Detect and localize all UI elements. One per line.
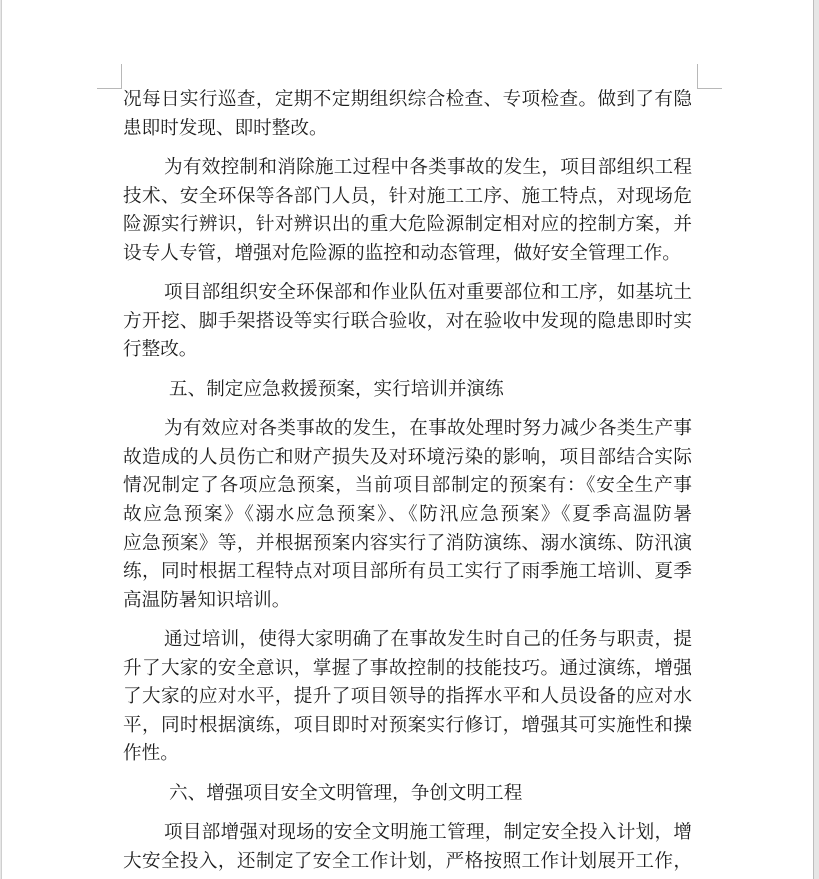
text-line: 方开挖、脚手架搭设等实行联合验收，对在验收中发现的隐患即时实 (123, 310, 692, 332)
text-line: 项目部增强对现场的安全文明施工管理，制定安全投入计划，增 (164, 822, 692, 844)
section-heading (123, 376, 692, 405)
section-heading (123, 780, 692, 809)
paragraph (123, 154, 692, 268)
text-line: 作性。 (123, 743, 179, 765)
text-line: 技术、安全环保等各部门人员，针对施工工序、施工特点，对现场危 (123, 185, 692, 207)
text-line: 故应急预案》《溺水应急预案》、《防汛应急预案》《夏季高温防暑 (123, 503, 692, 525)
text-line: 大安全投入，还制定了安全工作计划，严格按照工作计划展开工作， (123, 850, 692, 872)
text-line: 故造成的人员伤亡和财产损失及对环境污染的影响，项目部结合实际 (123, 446, 692, 468)
text-line: 设专人专管，增强对危险源的监控和动态管理，做好安全管理工作。 (123, 242, 681, 264)
text-line: 平，同时根据演练，项目即时对预案实行修订，增强其可实施性和操 (123, 714, 692, 736)
document-body[interactable] (123, 86, 692, 876)
paragraph (123, 86, 692, 143)
text-line: 情况制定了各项应急预案，当前项目部制定的预案有：《安全生产事 (123, 475, 692, 497)
paragraph (123, 415, 692, 615)
text-line: 患即时发现、即时整改。 (123, 117, 328, 139)
text-line: 了大家的应对水平，提升了项目领导的指挥水平和人员设备的应对水 (123, 686, 692, 708)
text-line: 为有效控制和消除施工过程中各类事故的发生，项目部组织工程 (164, 156, 692, 178)
text-line: 升了大家的安全意识，掌握了事故控制的技能技巧。通过演练，增强 (123, 657, 692, 679)
paragraph (123, 279, 692, 365)
text-line: 练，同时根据工程特点对项目部所有员工实行了雨季施工培训、夏季 (123, 561, 692, 583)
document-page[interactable] (1, 0, 814, 879)
text-line: 通过培训，使得大家明确了在事故发生时自己的任务与职责，提 (164, 629, 692, 651)
section-heading-text: 六、增强项目安全文明管理，争创文明工程 (169, 782, 523, 804)
text-line: 为有效应对各类事故的发生，在事故处理时努力减少各类生产事 (164, 418, 692, 440)
text-line: 应急预案》等，并根据预案内容实行了消防演练、溺水演练、防汛演 (123, 532, 692, 554)
text-line: 况每日实行巡查，定期不定期组织综合检查、专项检查。做到了有隐 (123, 89, 692, 110)
text-line: 险源实行辨识，针对辨识出的重大危险源制定相对应的控制方案，并 (123, 214, 692, 236)
paragraph (123, 626, 692, 769)
margin-corner-mark-top-right (697, 64, 722, 89)
text-line: 行整改。 (123, 339, 198, 361)
paragraph (123, 819, 692, 876)
section-heading-text: 五、制定应急救援预案，实行培训并演练 (169, 378, 504, 400)
text-line: 高温防暑知识培训。 (123, 589, 291, 611)
text-line: 项目部组织安全环保部和作业队伍对重要部位和工序，如基坑土 (164, 282, 692, 304)
margin-corner-mark-top-left (97, 64, 122, 89)
